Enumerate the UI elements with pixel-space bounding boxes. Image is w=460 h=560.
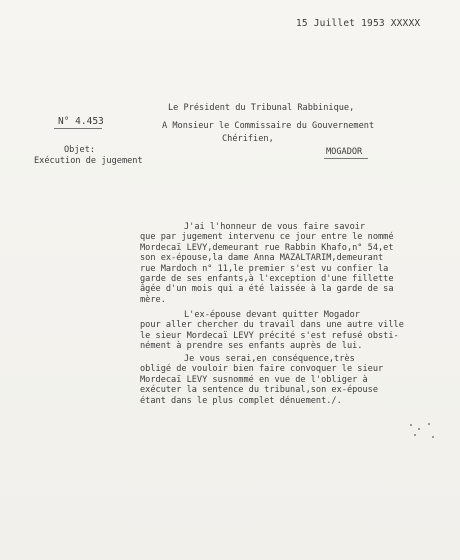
body-line: que par jugement intervenu ce jour entre le nommé bbox=[140, 232, 394, 243]
body-line: Mordecaï LEVY,demeurant rue Rabbin Khafo,n° 54,et bbox=[140, 242, 394, 253]
paragraph-1 bbox=[140, 222, 456, 305]
body-line: obligé de vouloir bien faire convoquer le sieur bbox=[140, 364, 384, 375]
recipient-line-2: Chérifien, bbox=[222, 134, 274, 144]
paper-specks bbox=[408, 422, 438, 442]
recipient-city: MOGADOR bbox=[326, 147, 363, 157]
object-value: Exécution de jugement bbox=[34, 156, 143, 166]
body-line: étant dans le plus complet dénuement./. bbox=[140, 395, 342, 406]
paragraph-3 bbox=[140, 354, 456, 406]
body-line: exécuter la sentence du tribunal,son ex-épouse bbox=[140, 385, 378, 396]
body-line: le sieur Mordecaï LEVY précité s'est refusé obsti- bbox=[140, 330, 399, 341]
city-underline bbox=[324, 158, 368, 159]
recipient-line: A Monsieur le Commissaire du Gouvernement bbox=[162, 121, 375, 131]
body-line: L'ex-épouse devant quitter Mogador bbox=[184, 310, 360, 320]
body-line: J'ai l'honneur de vous faire savoir bbox=[184, 222, 366, 232]
body-line: nément à prendre ses enfants auprès de lui. bbox=[140, 341, 363, 352]
body-line: Je vous serai,en conséquence,très bbox=[184, 354, 355, 364]
sender-title: Le Président du Tribunal Rabbinique, bbox=[168, 103, 355, 113]
letter-date: 15 Juillet 1953 XXXXX bbox=[296, 18, 421, 29]
reference-number: N° 4.453 bbox=[58, 116, 104, 127]
body-line: son ex-épouse,la dame Anna MAZALTARIM,demeurant bbox=[140, 253, 384, 264]
body-line: mère. bbox=[140, 294, 166, 305]
body-line: pour aller chercher du travail dans une autre ville bbox=[140, 320, 404, 331]
reference-underline bbox=[54, 128, 102, 129]
body-line: âgée d'un mois qui a été laissée à la garde de sa bbox=[140, 284, 394, 295]
object-label: Objet: bbox=[64, 145, 96, 155]
paragraph-2 bbox=[140, 310, 456, 352]
body-line: rue Mardoch n° 11,le premier s'est vu confier la bbox=[140, 263, 389, 274]
body-line: Mordecaï LEVY susnommé en vue de l'obliger à bbox=[140, 374, 368, 385]
body-line: garde de ses enfants,à l'exception d'une fillette bbox=[140, 274, 394, 285]
